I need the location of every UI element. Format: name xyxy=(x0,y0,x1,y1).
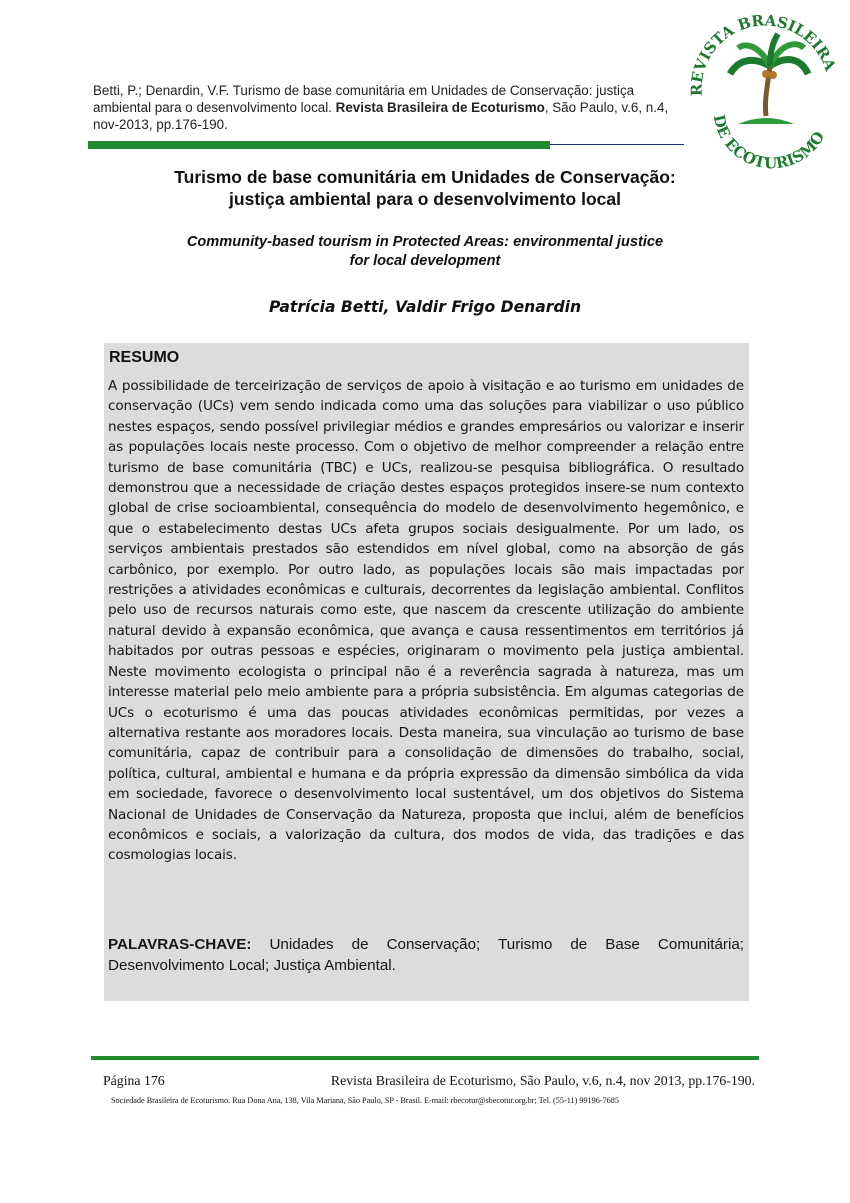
title-en-line-1: Community-based tourism in Protected Areas: environmental justice xyxy=(186,234,664,250)
citation-text: Betti, P.; Denardin, V.F. Turismo de base comunitária em Unidades de Conservação: justiça ambiental para o desenvolvimento local. xyxy=(93,83,635,115)
title-line-1: Turismo de base comunitária em Unidades de Conservação: xyxy=(174,167,676,187)
journal-name: Revista Brasileira de Ecoturismo xyxy=(335,100,545,115)
keywords-label: PALAVRAS-CHAVE: xyxy=(108,936,252,953)
citation-volume: , São Paulo, v.6, n.4, nov-2013, pp.176-190. xyxy=(93,100,669,132)
journal-logo xyxy=(680,4,846,172)
abstract-box xyxy=(104,343,749,1001)
title-line-2: justiça ambiental para o desenvolvimento local xyxy=(229,189,621,209)
footer-rule xyxy=(91,1056,759,1060)
abstract-heading: RESUMO xyxy=(109,349,180,366)
header-rule-green xyxy=(88,141,550,149)
logo-bottom-text: DE ECOTURISMO xyxy=(709,113,829,172)
citation-header xyxy=(93,82,683,133)
article-title xyxy=(100,166,750,210)
page-number: Página 176 xyxy=(103,1073,165,1088)
keywords-list: Unidades de Conservação; Turismo de Base Comunitária; Desenvolvimento Local; Justiça Ambiental. xyxy=(108,936,744,974)
authors: Patrícia Betti, Valdir Frigo Denardin xyxy=(268,298,582,316)
header-rule xyxy=(88,141,684,149)
article-title-english xyxy=(100,233,750,271)
abstract-text: A possibilidade de terceirização de serviços de apoio à visitação e ao turismo em unidades de conservação (UCs) vem sendo indicada como uma das soluções para viabilizar o uso público nestes espaços, sendo possível privilegiar médios e grandes empresários ou valorizar e inserir as populações locais neste processo. Com o objetivo de melhor compreender a relação entre turismo de base comunitária (TBC) e UCs, realizou-se pesquisa bibliográfica. O resultado demonstrou que a necessidade de criação destes espaços protegidos insere-se num contexto global de crise socioambiental, consequência do modelo de desenvolvimento hegemônico, e que o estabelecimento destas UCs afeta grupos sociais desigualmente. Por um lado, os serviços ambientais prestados são estendidos em nível global, como na absorção de gás carbônico, por exemplo. Por outro lado, as populações locais são mais impactadas por restrições a atividades econômicas e culturais, decorrentes da legislação ambiental. Conflitos pelo uso de recursos naturais como este, que nascem da crescente utilização do ambiente natural devido à expansão econômica, que avança e causa ressentimentos em territórios já habitados por outras pessoas e espécies, originaram o movimento pela justiça ambiental. Neste movimento ecologista o principal não é a reverência sagrada à natureza, mas um interesse material pelo meio ambiente para a própria subsistência. Em algumas categorias de UCs o ecoturismo é uma das poucas atividades econômicas permitidas, por vezes a alternativa restante aos moradores locais. Desta maneira, sua vinculação ao turismo de base comunitária, capaz de contribuir para a consolidação de dimensões do trabalho, social, política, cultural, ambiental e humana e da própria expressão da dimensão simbólica da vida em sociedade, favorece o desenvolvimento local sustentável, um dos objetivos do Sistema Nacional de Unidades de Conservação da Natureza, proposta que inclui, além de benefícios econômicos e sociais, a valorização da cultura, dos modos de vida, das tradições e das cosmologias locais. xyxy=(108,378,744,864)
keywords xyxy=(108,934,744,976)
title-en-line-2: for local development xyxy=(349,253,501,269)
logo-top-text: REVISTA BRASILEIRA xyxy=(687,11,840,97)
header-rule-blue xyxy=(550,144,684,145)
publisher-address: Sociedade Brasileira de Ecoturismo. Rua Dona Ana, 138, Vila Mariana, São Paulo, SP - Brasil. E-mail: rbecotur@sbecotur.org.br; Tel. (55-11) 99196-7685 xyxy=(111,1096,619,1105)
journal-reference: Revista Brasileira de Ecoturismo, São Paulo, v.6, n.4, nov 2013, pp.176-190. xyxy=(330,1073,755,1088)
